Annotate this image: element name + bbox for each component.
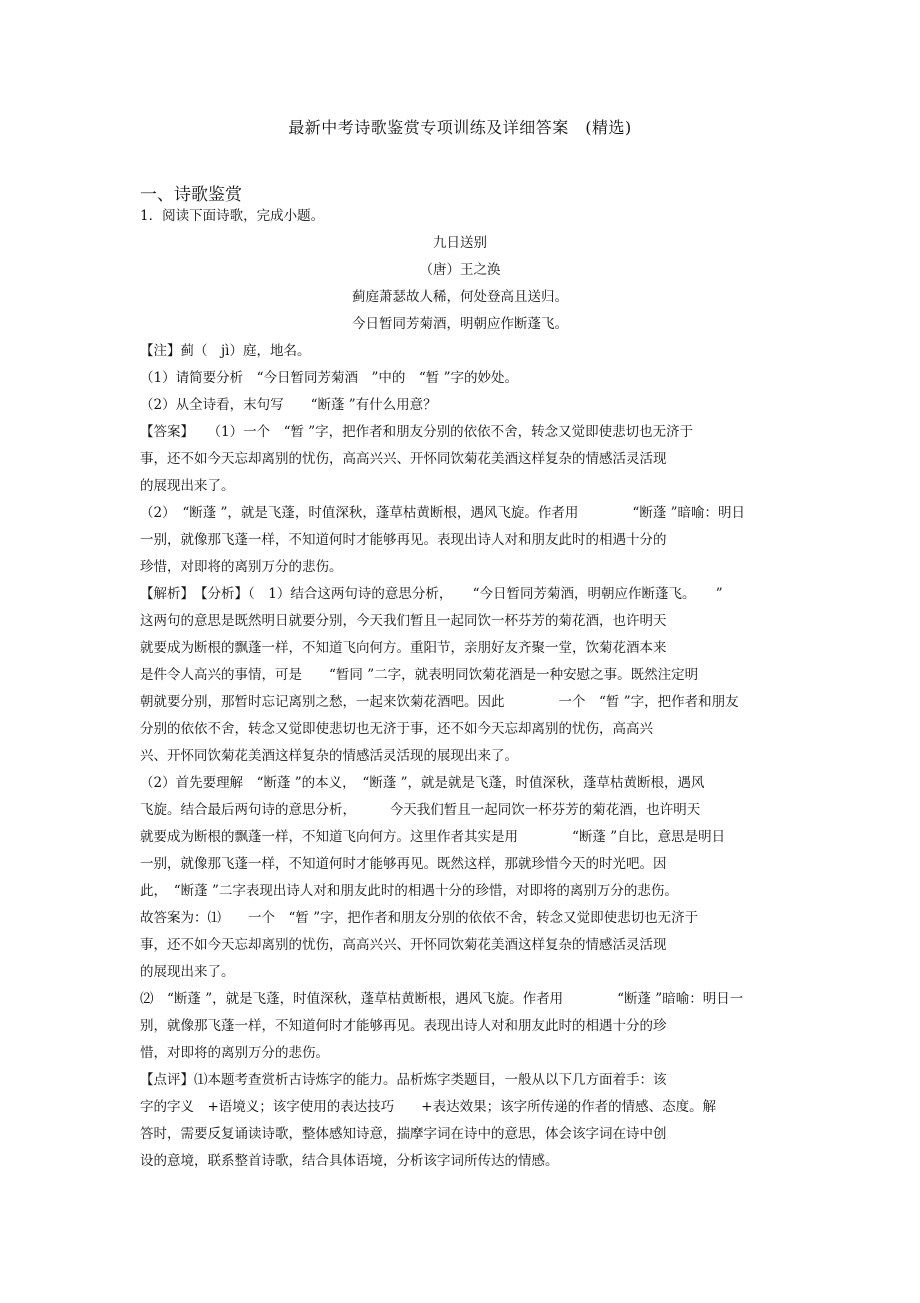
body-line: 的展现出来了。 (140, 478, 235, 494)
body-line: （2） “断蓬 ”，就是飞蓬，时值深秋，蓬草枯黄断根，遇风飞旋。作者用 “断蓬 ”暗喻：明日 (140, 505, 746, 521)
body-line: （2）首先要理解 “断蓬 ”的本义， “断蓬 ”，就是就是飞蓬，时值深秋，蓬草枯黄断根，遇风 (140, 775, 705, 791)
section-heading: 一、诗歌鉴赏 (140, 185, 242, 205)
body-line: 【解析】 【分析】（ 1）结合这两句诗的意思分析， “今日暂同芳菊酒，明朝应作断蓬飞。 ” (140, 586, 723, 602)
poem-line: 蓟庭萧瑟故人稀，何处登高且送归。 (352, 289, 568, 305)
body-line: 就要成为断根的飘蓬一样，不知道飞向何方。重阳节，亲朋好友齐聚一堂，饮菊花酒本来 (140, 640, 667, 656)
question-intro: 1．阅读下面诗歌，完成小题。 (140, 208, 325, 224)
body-line: 兴、开怀同饮菊花美酒这样复杂的情感活灵活现的展现出来了。 (140, 748, 518, 764)
poem-line: 今日暂同芳菊酒，明朝应作断蓬飞。 (352, 316, 568, 332)
body-line: （2）从全诗看，末句写 “断蓬 ”有什么用意？ (140, 397, 437, 413)
poem-author: （唐）王之涣 (419, 262, 501, 278)
page-title: 最新中考诗歌鉴赏专项训练及详细答案 (精选) (288, 118, 632, 137)
body-line: 就要成为断根的飘蓬一样，不知道飞向何方。这里作者其实是用 “断蓬 ”自比，意思是明日 (140, 829, 726, 845)
poem-title: 九日送别 (433, 235, 487, 251)
body-line: 事，还不如今天忘却离别的忧伤，高高兴兴、开怀同饮菊花美酒这样复杂的情感活灵活现 (140, 937, 667, 953)
body-line: 字的字义 +语境义；该字使用的表达技巧 +表达效果；该字所传递的作者的情感、态度。解 (140, 1099, 717, 1115)
body-line: 故答案为：⑴ 一个 “暂 ”字，把作者和朋友分别的依依不舍，转念又觉即使悲切也无济于 (140, 910, 699, 926)
body-line: 【点评】⑴本题考查赏析古诗炼字的能力。品析炼字类题目，一般从以下几方面着手：该 (140, 1072, 667, 1088)
body-line: 的展现出来了。 (140, 964, 235, 980)
body-line: 设的意境，联系整首诗歌，结合具体语境，分析该字词所传达的情感。 (140, 1153, 559, 1169)
body-line: 分别的依依不舍，转念又觉即使悲切也无济于事，还不如今天忘却离别的忧伤，高高兴 (140, 721, 653, 737)
body-line: 一别，就像那飞蓬一样，不知道何时才能够再见。既然这样，那就珍惜今天的时光吧。因 (140, 856, 667, 872)
body-line: 珍惜，对即将的离别万分的悲伤。 (140, 559, 343, 575)
body-line: 事，还不如今天忘却离别的忧伤，高高兴兴、开怀同饮菊花美酒这样复杂的情感活灵活现 (140, 451, 667, 467)
body-line: 【答案】 （1）一个 “暂 ”字，把作者和朋友分别的依依不舍，转念又觉即使悲切也无济于 (140, 424, 694, 440)
body-line: 飞旋。结合最后两句诗的意思分析， 今天我们暂且一起同饮一杯芬芳的菊花酒，也许明天 (140, 802, 701, 818)
body-line: 这两句的意思是既然明日就要分别，今天我们暂且一起同饮一杯芬芳的菊花酒，也许明天 (140, 613, 667, 629)
body-line: 【注】蓟（ jì）庭，地名。 (140, 343, 311, 359)
question-intro-block (140, 203, 780, 230)
body-line: 此， “断蓬 ”二字表现出诗人对和朋友此时的相遇十分的珍惜，对即将的离别万分的悲伤。 (140, 883, 678, 899)
body-line: 别，就像那飞蓬一样，不知道何时才能够再见。表现出诗人对和朋友此时的相遇十分的珍 (140, 1018, 667, 1034)
body-line: 是件令人高兴的事情，可是 “暂同 ”二字，就表明同饮菊花酒是一种安慰之事。既然注定明 (140, 667, 699, 683)
body-line: 一别，就像那飞蓬一样，不知道何时才能够再见。表现出诗人对和朋友此时的相遇十分的 (140, 532, 667, 548)
body-line: 惜，对即将的离别万分的悲伤。 (140, 1045, 329, 1061)
body-line: ⑵ “断蓬 ”，就是飞蓬，时值深秋，蓬草枯黄断根，遇风飞旋。作者用 “断蓬 ”暗喻：明日一 (140, 991, 744, 1007)
answer-body (140, 338, 780, 1175)
body-line: （1）请简要分析 “今日暂同芳菊酒 ”中的 “暂 ”字的妙处。 (140, 370, 518, 386)
body-line: 答时，需要反复诵读诗歌，整体感知诗意，揣摩字词在诗中的意思，体会该字词在诗中创 (140, 1126, 667, 1142)
body-line: 朝就要分别，那暂时忘记离别之愁，一起来饮菊花酒吧。因此 一个 “暂 ”字，把作者和朋友 (140, 694, 739, 710)
